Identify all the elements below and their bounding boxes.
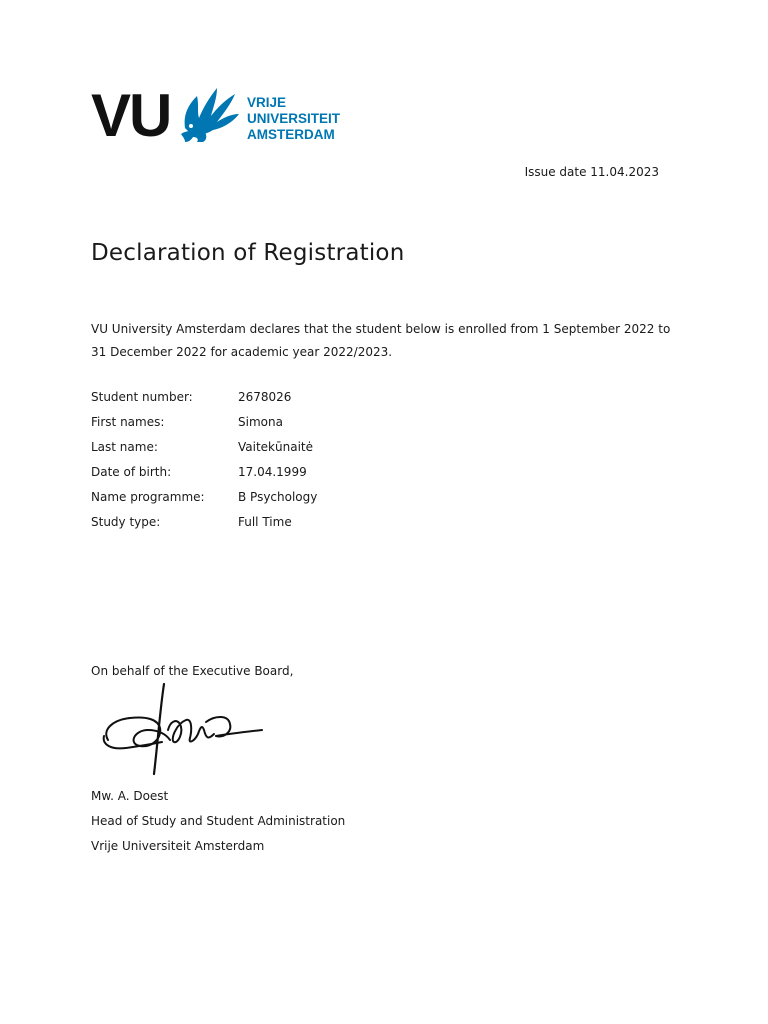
signer-role: Head of Study and Student Administration [91, 814, 346, 828]
signer-block [91, 786, 345, 861]
griffin-emblem-icon [177, 84, 243, 144]
field-row-name-programme [91, 487, 317, 512]
field-value: Simona [238, 415, 283, 429]
behalf-line: On behalf of the Executive Board, [91, 664, 294, 678]
signer-organization: Vrije Universiteit Amsterdam [91, 839, 265, 853]
issue-date: Issue date 11.04.2023 [524, 165, 659, 179]
logo-line-3: AMSTERDAM [247, 127, 335, 142]
field-row-date-of-birth [91, 462, 317, 487]
logo-line-1: VRIJE [247, 95, 287, 110]
field-row-student-number [91, 387, 317, 412]
vu-logo [91, 82, 351, 149]
student-details [91, 387, 317, 537]
field-label: First names: [91, 415, 165, 429]
field-label: Last name: [91, 440, 158, 454]
field-label: Student number: [91, 390, 193, 404]
field-value: Vaitekūnaitė [238, 440, 313, 454]
field-row-last-name [91, 437, 317, 462]
field-label: Name programme: [91, 490, 205, 504]
field-value: 2678026 [238, 390, 292, 404]
field-value: 17.04.1999 [238, 465, 307, 479]
signer-name: Mw. A. Doest [91, 789, 169, 803]
field-label: Study type: [91, 515, 161, 529]
field-label: Date of birth: [91, 465, 172, 479]
page-title: Declaration of Registration [91, 240, 405, 266]
intro-paragraph: VU University Amsterdam declares that the student below is enrolled from 1 September 2022 to 31 December 2022 for academic year 2022/2023. [91, 322, 671, 359]
logo-line-2: UNIVERSITEIT [247, 111, 341, 126]
logo-mark: VU [91, 82, 171, 149]
field-row-first-names [91, 412, 317, 437]
field-value: B Psychology [238, 490, 318, 504]
field-value: Full Time [238, 515, 292, 529]
signature-image [96, 680, 286, 778]
logo-wordmark [247, 95, 340, 143]
field-row-study-type [91, 512, 317, 537]
